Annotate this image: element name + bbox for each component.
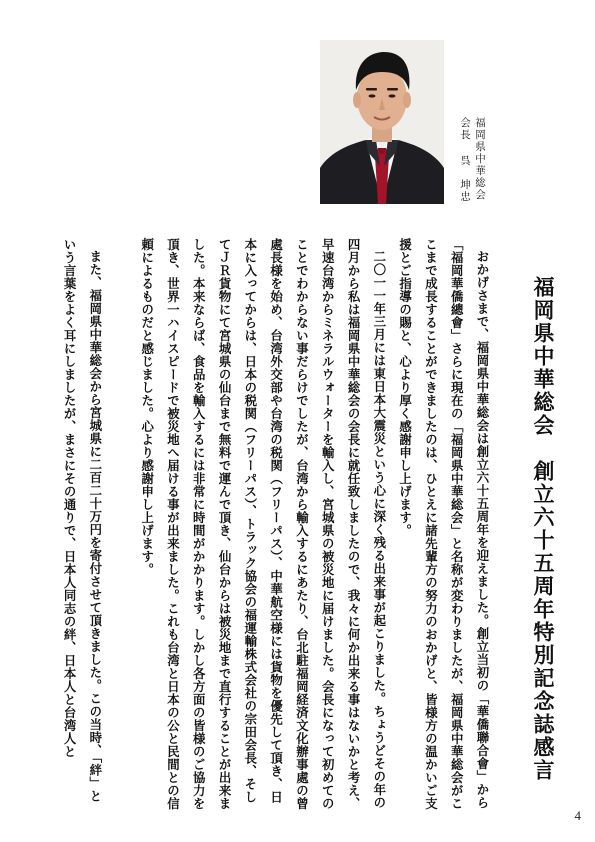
- page-title: 福岡県中華総会 創立六十五周年特別記念誌感言: [531, 276, 555, 782]
- caption-name: 呉 坤忠: [459, 155, 471, 203]
- photo-caption: [457, 117, 487, 227]
- caption-organization: 福岡県中華総会: [474, 117, 486, 201]
- paragraph: おかげさまで、福岡県中華総会は創立六十五周年を迎えました。創立当初の「華僑聯合會」から「福岡華僑總會」さらに現在の「福岡県中華総会」と名称が変わりましたが、福岡県中華総会がここまで成長することができましたのは、ひとえに諸先輩方の努力のおかげと、皆様方の温かいご支援とご指導の賜と、心より厚く感謝申し上げます。: [397, 238, 490, 810]
- page-number: 4: [574, 808, 581, 823]
- paragraph: 二〇一一年三月には東日本大震災という心に深く残る出来事が起こりました。ちょうどその年の四月から私は福岡県中華総会の会長に就任致しましたので、我々に何か出来る事はないかと考え、早速台湾からミネラルウォーターを輸入し、宮城県の被災地に届けました。会長になって初めてのことでわからない事だらけでしたが、台湾から輸入するにあたり、台北駐福岡経済文化辦事處の曾處長様を始め、台湾外交部や台湾の税関（フリーパス）、中華航空様には貨物を優先して頂き、日本に入ってからは、日本の税関（フリーパス）、トラック協会の福運輸株式会社の宗田会長、そしてＪＲ貨物にて宮城県の仙台まで無料で運んで頂き、仙台からは被災地まで直行することが出来ました。本来ならば、食品を輸入するには非常に時間がかかります。しかし各方面の皆様のご協力を頂き、世界一ハイスピードで被災地へ届ける事が出来ました。これも台湾と日本の公と民間との信頼によるものだと感じました。心より感謝申し上げます。: [139, 238, 387, 810]
- caption-role-name: [457, 117, 472, 227]
- portrait-photo: [320, 40, 444, 204]
- caption-role: 会長: [459, 117, 471, 141]
- body-text: [62, 238, 495, 813]
- paragraph: また、福岡県中華総会から宮城県に二百二十万円を寄付させて頂きました。この当時、「絆」という言葉をよく耳にしましたが、まさにその通りで、日本人同志の絆、日本人と台湾人と: [62, 238, 103, 804]
